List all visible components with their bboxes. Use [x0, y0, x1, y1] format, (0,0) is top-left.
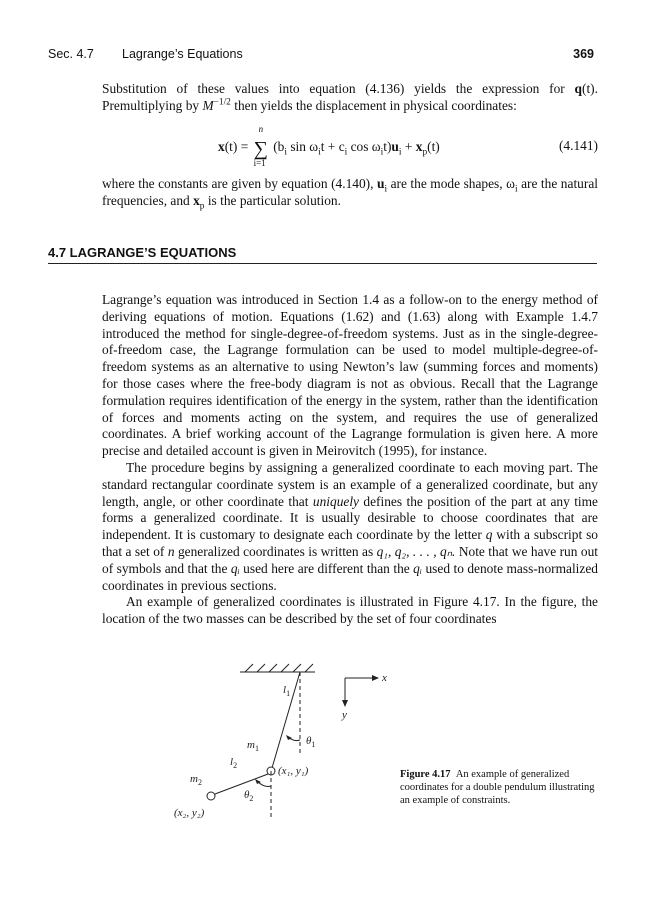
caption-text: An example of generalized coordinates for a double pendulum illustrating an example of constraints. — [400, 769, 595, 806]
label-l1: $l_1$ — [283, 684, 291, 698]
sum-glyph: ∑ — [253, 138, 268, 160]
intro-text-2: Premultiplying by — [102, 97, 203, 113]
sum-upper-limit: n — [258, 124, 264, 134]
para2-a: The procedure begins by assigning a generalized coordinate to each moving part. The standard rectangular coordinate system is an example of a generalized coordinate, but any length, angle, or other coordinate that — [102, 459, 598, 509]
figure-caption — [400, 768, 600, 807]
axis-label-x: x — [382, 672, 387, 684]
paragraph-1: Lagrange’s equation was introduced in Section 1.4 as a follow-on to the energy method of deriving equations of motion. Equations (1.62) and (1.63) along with Example 1.4.7 introduced the method for single-degree-of-freedom systems. Just as in the single-degree-of-freedom case, the Lagrange formulation can be used to model multiple-degree-of-freedom systems as an alternative to using Newton’s law (summing forces and moments) for those cases where the free-body diagram is not as obvious. Recall that the Lagrange formulation requires identification of the energy in the system, rather than the identification of forces and moments acting on the system, and requires the use of generalized coordinates. A brief working account of the Lagrange formulation is given here. A more precise and detailed account is given in Meirovitch (1995), for instance. — [102, 292, 598, 459]
intro-exponent: −1/2 — [213, 97, 231, 108]
caption-label: Figure 4.17 — [400, 769, 451, 780]
double-pendulum-figure — [160, 660, 440, 820]
label-m1: $m_1$ — [247, 739, 259, 753]
post-eq-text-c: are the natural frequencies, and — [102, 176, 598, 208]
paragraph-3: An example of generalized coordinates is illustrated in Figure 4.17. In the figure, the location of the two masses can be described by the set of four coordinates — [102, 594, 598, 627]
para2-q: q — [485, 527, 493, 543]
page-number: 369 — [573, 47, 594, 61]
post-eq-text-d: is the particular solution. — [204, 192, 341, 208]
summation-symbol — [253, 124, 268, 168]
equation-body: x(t) = n ∑ i=1 ($b_i$ $\sin \omega_it + c_i$ $\cos \omega_it)u_i + x_p(t)$ — [218, 124, 440, 168]
paragraph-2 — [102, 460, 598, 594]
sum-lower-limit: i=1 — [253, 158, 266, 168]
section-heading: 4.7 LAGRANGE’S EQUATIONS — [48, 245, 597, 264]
label-x1y1: (x₁, y₁) — [278, 765, 309, 777]
running-header-section: Sec. 4.7 — [48, 47, 94, 61]
intro-text: Substitution of these values into equation (4.136) yields the expression for — [102, 81, 575, 96]
eq-particular: x — [415, 139, 423, 154]
label-l2: $l_2$ — [230, 756, 238, 770]
equation-number: (4.141) — [558, 138, 598, 153]
eq-lhs: x — [218, 139, 225, 154]
x-axis-arrowhead — [372, 675, 379, 681]
label-theta1: $\theta_1$ — [306, 735, 316, 749]
equation-4-141 — [102, 124, 598, 168]
intro-text-end: (t). — [582, 81, 598, 96]
para2-qi-2: qᵢ — [413, 560, 422, 576]
eq-plus: + — [401, 139, 416, 154]
eq-term-d: cos ω — [347, 139, 381, 154]
axis-label-y: y — [342, 709, 347, 721]
eq-term-g: (t) — [427, 139, 440, 154]
label-x2y2: (x₂, y₂) — [174, 807, 205, 819]
para2-e: Note that we have run out of symbols and that the — [102, 543, 598, 576]
mass-m2 — [207, 792, 215, 800]
label-theta2: $\theta_2$ — [244, 789, 254, 803]
post-eq-xp: x — [193, 192, 200, 208]
intro-symbol-m: M — [202, 97, 214, 113]
post-eq-u: u — [377, 176, 385, 191]
para2-f: used here are different than the — [239, 560, 414, 576]
para2-list: q₁, q₂, . . . , qₙ. — [376, 543, 456, 559]
body-text — [102, 292, 598, 628]
intro-symbol-q: q — [574, 81, 582, 96]
eq-term-c: t + c — [320, 139, 345, 154]
label-m2: $m_2$ — [190, 773, 202, 787]
para2-n: n — [167, 543, 175, 559]
para2-g: used to denote mass-normalized coordinates in previous sections. — [102, 560, 598, 593]
para2-d: generalized coordinates is written as — [174, 543, 377, 559]
y-axis-arrowhead — [342, 700, 348, 707]
eq-lhs-arg: (t) = — [224, 139, 252, 154]
post-equation-paragraph: where the constants are given by equation (4.140), $u_i$ are the mode shapes, $\omega_i$ are the natural frequencies, and $x_p$ is the particular solution. — [102, 176, 598, 212]
ceiling-hatching — [245, 664, 313, 672]
running-header-title: Lagrange’s Equations — [122, 47, 243, 61]
eq-mode-shape: u — [391, 139, 399, 154]
post-eq-text-a: where the constants are given by equation (4.140), — [102, 176, 377, 191]
eq-term-a: (b — [273, 139, 285, 154]
eq-term-e: t) — [383, 139, 392, 154]
para2-qi: qᵢ — [230, 560, 240, 576]
intro-text-3: then yields the displacement in physical coordinates: — [230, 97, 517, 113]
para2-c: with a subscript so that a set of — [102, 527, 598, 559]
intro-paragraph — [102, 81, 598, 115]
para2-b: defines the position of the part at any time forms a generalized coordinate. It is usually desirable to choose coordinates that are independent. It is customary to designate each coordinate by the letter — [102, 493, 598, 543]
post-eq-text-b: are the mode shapes, ω — [387, 176, 515, 191]
eq-term-b: sin ω — [286, 139, 319, 154]
para2-emphasis: uniquely — [312, 493, 359, 509]
